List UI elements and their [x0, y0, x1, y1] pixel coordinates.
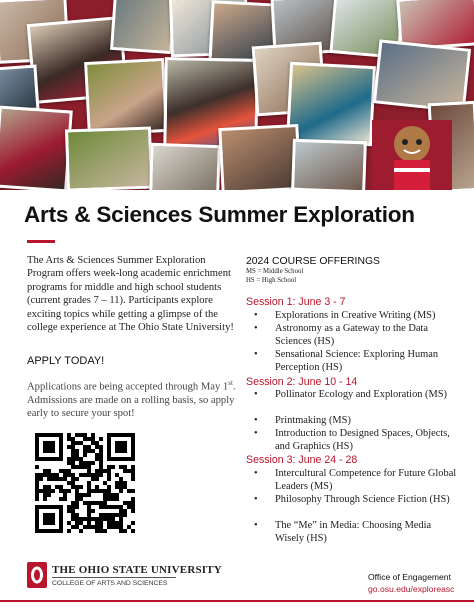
photo-ceiling-class	[149, 143, 221, 190]
college-name: COLLEGE OF ARTS AND SCIENCES	[52, 580, 168, 587]
course-item: • Astronomy as a Gateway to the Data Sciences (HS)	[254, 323, 428, 347]
course-item: • Introduction to Designed Spaces, Objects, and Graphics (HS)	[254, 428, 450, 452]
photo-classroom-top	[110, 0, 176, 54]
office-name: Office of Engagement	[368, 572, 451, 582]
legend-ms: MS = Middle School	[246, 268, 304, 275]
apply-text-start: Applications are being accepted through May 1	[27, 381, 229, 393]
course-offerings-title: 2024 COURSE OFFERINGS	[246, 256, 380, 267]
session-1-heading: Session 1: June 3 - 7	[246, 296, 346, 308]
bullet-icon: •	[254, 428, 258, 439]
course-item: • Printmaking (MS)	[254, 415, 351, 426]
photo-student-writing	[286, 62, 376, 146]
bullet-icon: •	[254, 520, 258, 531]
photo-student-tablet	[0, 106, 73, 190]
bullet-icon: •	[254, 323, 258, 334]
bullet-icon: •	[254, 310, 258, 321]
photo-collage	[0, 0, 474, 190]
course-item: • Pollinator Ecology and Exploration (MS)	[254, 389, 447, 400]
footer-divider	[0, 600, 474, 602]
course-item: • The “Me” in Media: Choosing Media Wisely (HS)	[254, 520, 432, 544]
title-divider	[27, 240, 55, 243]
apply-text-superscript: st	[228, 379, 233, 387]
bullet-icon: •	[254, 349, 258, 360]
apply-paragraph	[27, 377, 241, 421]
mascot-image	[372, 120, 452, 190]
qr-code-icon[interactable]	[35, 433, 135, 533]
photo-students-desk	[291, 139, 367, 190]
photo-students-sitting	[84, 58, 168, 136]
photo-students-workshop	[218, 124, 301, 190]
osu-block-o-logo-icon	[27, 562, 47, 588]
university-divider	[52, 577, 176, 578]
bullet-icon: •	[254, 415, 258, 426]
page-title: Arts & Sciences Summer Exploration	[24, 202, 415, 227]
bullet-icon: •	[254, 494, 258, 505]
legend-hs: HS = High School	[246, 277, 297, 284]
intro-paragraph: The Arts & Sciences Summer Exploration Program offers week-long academic enrichment programs for middle and high school students (current grades 7 – 11). Participants explore exciting topics while getting a glimpse of the college experience at The Ohio State University!	[27, 255, 234, 334]
course-item: • Intercultural Competence for Future Global Leaders (MS)	[254, 468, 457, 492]
session-3-heading: Session 3: June 24 - 28	[246, 454, 358, 466]
course-item: • Sensational Science: Exploring Human Perception (HS)	[254, 349, 439, 373]
university-name: THE OHIO STATE UNIVERSITY	[52, 564, 222, 576]
session-2-heading: Session 2: June 10 - 14	[246, 376, 358, 388]
bullet-icon: •	[254, 468, 258, 479]
course-item: • Philosophy Through Science Fiction (HS)	[254, 494, 450, 505]
photo-students-grass	[65, 127, 153, 190]
apply-text-end: . Admissions are made on a rolling basis, so apply early to secure your spot!	[27, 381, 236, 420]
bullet-icon: •	[254, 389, 258, 400]
apply-heading: APPLY TODAY!	[27, 355, 105, 367]
course-item: • Explorations in Creative Writing (MS)	[254, 310, 436, 321]
explore-link[interactable]: go.osu.edu/exploreasc	[368, 584, 455, 594]
